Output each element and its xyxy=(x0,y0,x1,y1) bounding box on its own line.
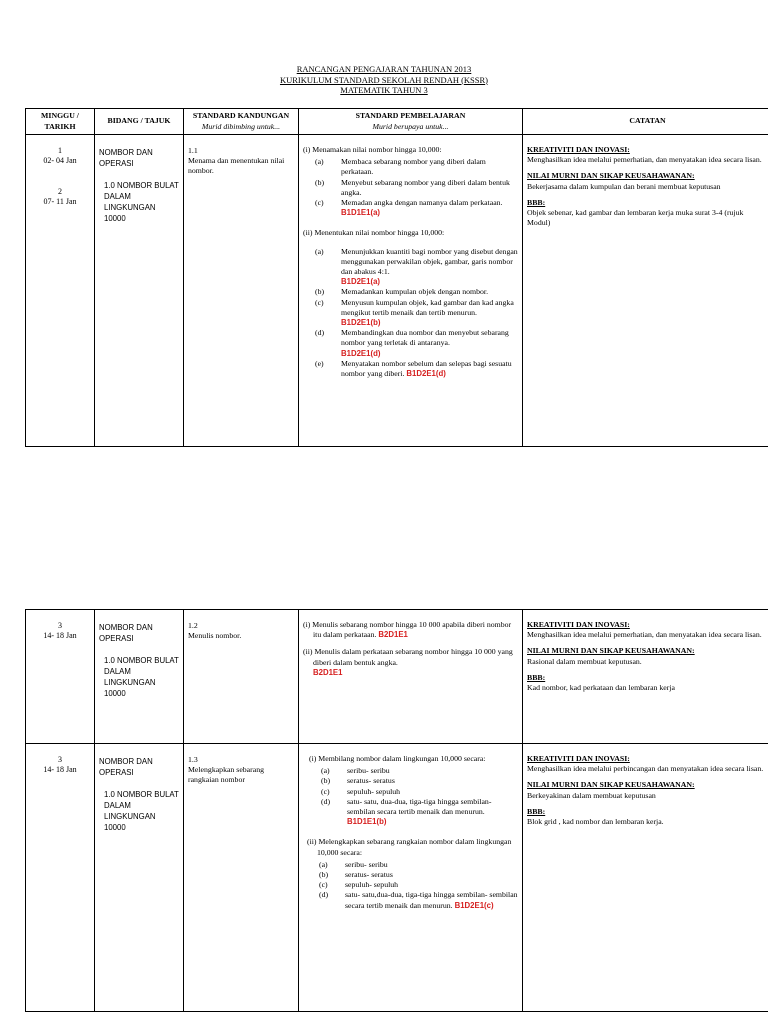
text-fragment: Menghasilkan idea melalui pemerhatian, dan menyatakan idea secara lisan. xyxy=(527,630,762,640)
text-fragment: (c) xyxy=(315,297,324,307)
catatan-heading: BBB: xyxy=(527,806,546,816)
table-header-row xyxy=(26,109,768,135)
learning-item xyxy=(303,647,518,678)
learning-item xyxy=(303,754,518,827)
list-item xyxy=(303,359,518,379)
text-fragment: 14- 18 Jan xyxy=(43,631,77,640)
code-badge: B2D1E1 xyxy=(378,630,408,640)
text-fragment: Membaca sebarang nombor yang diberi dalam perkataan. xyxy=(341,157,486,177)
text-fragment: seribu- seribu xyxy=(347,766,390,776)
text-fragment: Murid berupaya untuk... xyxy=(372,121,449,131)
text-fragment: Menyusun kumpulan objek, kad gambar dan kad angka mengikut tertib menaik dan tertib menurun. xyxy=(341,297,514,317)
text-fragment: (c) xyxy=(315,198,324,208)
text-fragment: 1.3 xyxy=(188,755,198,764)
text-fragment: (c) xyxy=(321,786,330,796)
text-fragment: Objek sebenar, kad gambar dan lembaran kerja muka surat 3-4 (rujuk Modul) xyxy=(527,208,744,228)
kandungan-cell xyxy=(184,744,299,1012)
text-fragment: satu- satu,dua-dua, tiga-tiga hingga sembilan- sembilan secara tertib menaik dan menurun. xyxy=(345,890,518,910)
text-fragment: Menyatakan nombor sebelum dan selepas bagi sesuatu nombor yang diberi. xyxy=(341,358,512,379)
text-fragment: Menama dan menentukan nilai nombor. xyxy=(188,156,285,176)
learning-item xyxy=(303,228,518,379)
catatan-heading: KREATIVITI DAN INOVASI: xyxy=(527,620,630,629)
list-item xyxy=(303,298,518,329)
text-fragment: (b) xyxy=(315,177,325,187)
area-title: NOMBOR DAN OPERASI xyxy=(99,757,153,778)
unit-title: 1.0 NOMBOR BULAT DALAM LINGKUNGAN 10000 xyxy=(104,180,179,224)
list-item xyxy=(303,247,518,288)
topic-cell xyxy=(95,610,184,744)
text-fragment: 07- 11 Jan xyxy=(43,197,77,206)
list-item xyxy=(309,787,518,797)
table-row xyxy=(26,610,768,744)
learning-item xyxy=(303,837,518,910)
text-fragment: (d) xyxy=(321,796,331,806)
text-fragment: (a) xyxy=(319,859,328,869)
text-fragment: (b) xyxy=(315,287,325,297)
text-fragment: Berkeyakinan dalam membuat keputusan xyxy=(527,790,656,800)
text-fragment: (i) Menulis sebarang nombor hingga 10 000 apabila diberi nombor itu dalam perkataan. xyxy=(303,620,512,640)
pembelajaran-cell xyxy=(299,744,523,1012)
text-fragment: (a) xyxy=(315,246,324,256)
list-item xyxy=(303,328,518,359)
learning-item xyxy=(303,145,518,218)
catatan-cell xyxy=(523,744,768,1012)
list-item xyxy=(309,766,518,776)
list-item xyxy=(307,890,518,910)
text-fragment: 1.1 xyxy=(188,146,198,155)
catatan-cell xyxy=(523,135,768,447)
header-curriculum: KURIKULUM STANDARD SEKOLAH RENDAH (KSSR) xyxy=(279,74,489,85)
col-pembelajaran xyxy=(299,109,523,135)
header-title: RANCANGAN PENGAJARAN TAHUNAN 2013 xyxy=(296,64,472,74)
pembelajaran-cell xyxy=(299,135,523,447)
week-cell xyxy=(26,610,95,744)
text-fragment: Kad nombor, kad perkataan dan lembaran kerja xyxy=(527,683,675,693)
text-fragment: Rasional dalam membuat keputusan. xyxy=(527,656,642,666)
code-badge: B2D1E1 xyxy=(313,667,343,677)
text-fragment: Menulis nombor. xyxy=(188,631,242,641)
text-fragment: (ii) Menulis dalam perkataan sebarang nombor hingga 10 000 yang diberi dalam bentuk angka. xyxy=(303,647,513,667)
table-row xyxy=(26,135,768,447)
list-item xyxy=(309,776,518,786)
code-badge: B1D2E1(b) xyxy=(341,318,381,328)
list-item xyxy=(303,287,518,297)
text-fragment: STANDARD KANDUNGAN xyxy=(192,111,290,121)
list-item xyxy=(307,880,518,890)
catatan-heading: NILAI MURNI DAN SIKAP KEUSAHAWANAN: xyxy=(527,780,695,790)
text-fragment: 02- 04 Jan xyxy=(43,156,77,165)
code-badge: B1D2E1(a) xyxy=(341,277,380,287)
text-fragment: (ii) Menentukan nilai nombor hingga 10,000: xyxy=(303,228,445,238)
unit-title: 1.0 NOMBOR BULAT DALAM LINGKUNGAN 10000 xyxy=(104,655,179,699)
plan-table-2 xyxy=(25,609,768,1012)
list-item xyxy=(303,198,518,218)
text-fragment: (i) Menamakan nilai nombor hingga 10,000: xyxy=(303,145,442,154)
code-badge: B1D2E1(c) xyxy=(454,900,494,910)
list-item xyxy=(307,870,518,880)
area-title: NOMBOR DAN OPERASI xyxy=(99,148,153,169)
col-kandungan xyxy=(184,109,299,135)
topic-cell xyxy=(95,744,184,1012)
col-bidang: BIDANG / TAJUK xyxy=(95,109,184,135)
text-fragment: sepuluh- sepuluh xyxy=(347,786,401,796)
week-cell xyxy=(26,135,95,447)
text-fragment: 1.2 xyxy=(188,621,198,630)
text-fragment: Murid dibimbing untuk... xyxy=(201,121,281,131)
pembelajaran-cell xyxy=(299,610,523,744)
list-item xyxy=(303,178,518,198)
list-item xyxy=(309,797,518,828)
text-fragment: (c) xyxy=(319,880,328,890)
text-fragment: sepuluh- sepuluh xyxy=(345,880,399,890)
text-fragment: seratus- seratus xyxy=(345,870,393,880)
text-fragment: (d) xyxy=(315,328,325,338)
text-fragment: Menghasilkan idea melalui pemerhatian, dan menyatakan idea secara lisan. xyxy=(527,155,762,165)
topic-cell xyxy=(95,135,184,447)
text-fragment: Bekerjasama dalam kumpulan dan berani membuat keputusan xyxy=(527,181,721,191)
text-fragment: Menyebut sebarang nombor yang diberi dalam bentuk angka. xyxy=(341,177,510,197)
list-item xyxy=(303,157,518,177)
text-fragment: Memadan angka dengan namanya dalam perkataan. xyxy=(341,198,503,208)
text-fragment: satu- satu, dua-dua, tiga-tiga hingga sembilan- sembilan secara tertib menaik dan menurun. xyxy=(347,796,492,817)
text-fragment: (e) xyxy=(315,358,324,368)
document-header xyxy=(0,64,768,96)
catatan-heading: BBB: xyxy=(527,197,546,207)
text-fragment: Membandingkan dua nombor dan menyebut sebarang nombor yang terletak di antaranya. xyxy=(341,328,509,348)
week-cell xyxy=(26,744,95,1012)
catatan-heading: NILAI MURNI DAN SIKAP KEUSAHAWANAN: xyxy=(527,171,695,181)
unit-title: 1.0 NOMBOR BULAT DALAM LINGKUNGAN 10000 xyxy=(104,789,179,833)
catatan-heading: KREATIVITI DAN INOVASI: xyxy=(527,145,630,154)
text-fragment: (b) xyxy=(321,776,331,786)
text-fragment: Menghasilkan idea melalui perbincangan dan menyatakan idea secara lisan. xyxy=(527,764,764,774)
text-fragment: 1 xyxy=(58,146,62,155)
text-fragment: (a) xyxy=(315,157,324,167)
catatan-heading: KREATIVITI DAN INOVASI: xyxy=(527,754,630,763)
learning-item xyxy=(303,620,518,640)
text-fragment: (i) Membilang nombor dalam lingkungan 10,000 secara: xyxy=(309,754,486,763)
text-fragment: (ii) Melengkapkan sebarang rangkaian nombor dalam lingkungan 10,000 secara: xyxy=(307,837,512,857)
text-fragment: (d) xyxy=(319,890,329,900)
code-badge: B1D2E1(d) xyxy=(341,348,381,358)
text-fragment: 3 xyxy=(58,755,62,764)
text-fragment: 14- 18 Jan xyxy=(43,765,77,774)
text-fragment: Melengkapkan sebarang rangkaian nombor xyxy=(188,765,264,785)
code-badge: B1D1E1(a) xyxy=(341,208,380,218)
text-fragment: seribu- seribu xyxy=(345,859,388,869)
plan-table-1 xyxy=(25,108,768,447)
catatan-cell xyxy=(523,610,768,744)
text-fragment: 2 xyxy=(58,187,62,196)
catatan-heading: BBB: xyxy=(527,672,546,682)
code-badge: B1D2E1(d) xyxy=(406,369,446,379)
text-fragment: Blok grid , kad nombor dan lembaran kerja. xyxy=(527,817,664,827)
text-fragment: (b) xyxy=(319,870,329,880)
catatan-heading: NILAI MURNI DAN SIKAP KEUSAHAWANAN: xyxy=(527,646,695,656)
col-minggu: MINGGU / TARIKH xyxy=(26,109,95,135)
list-item xyxy=(307,860,518,870)
kandungan-cell xyxy=(184,135,299,447)
table-row xyxy=(26,744,768,1012)
text-fragment: (a) xyxy=(321,766,330,776)
code-badge: B1D1E1(b) xyxy=(347,817,387,827)
text-fragment: Memadankan kumpulan objek dengan nombor. xyxy=(341,287,489,297)
text-fragment: Menunjukkan kuantiti bagi nombor yang disebut dengan menggunakan perwakilan objek, gambar, garis nombor dan abakus 4:1. xyxy=(341,246,518,277)
header-subject: MATEMATIK TAHUN 3 xyxy=(340,85,428,95)
text-fragment: 3 xyxy=(58,621,62,630)
kandungan-cell xyxy=(184,610,299,744)
text-fragment: seratus- seratus xyxy=(347,776,395,786)
text-fragment: STANDARD PEMBELAJARAN xyxy=(355,111,466,121)
col-catatan: CATATAN xyxy=(523,109,768,135)
area-title: NOMBOR DAN OPERASI xyxy=(99,623,153,644)
